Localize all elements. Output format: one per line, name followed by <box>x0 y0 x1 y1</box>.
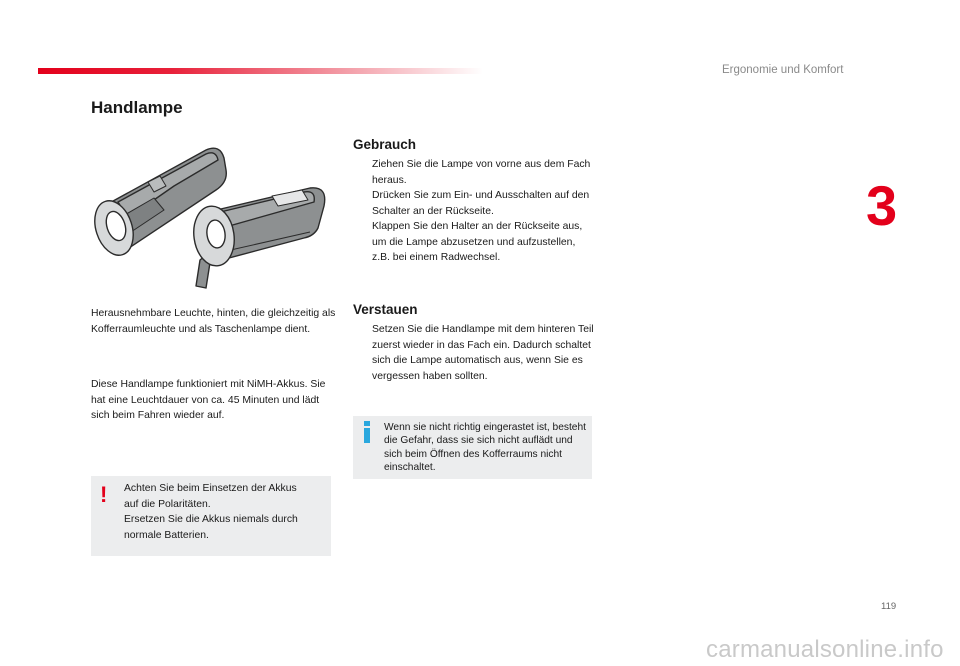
section-name: Ergonomie und Komfort <box>722 64 844 76</box>
warning-box <box>91 476 331 556</box>
info-box <box>353 416 592 479</box>
verstauen-heading: Verstauen <box>353 302 418 317</box>
list-item <box>353 219 595 266</box>
gebrauch-heading: Gebrauch <box>353 137 417 152</box>
intro-paragraph-2: Diese Handlampe funktioniert mit NiMH-Akkus. Sie hat eine Leuchtdauer von ca. 45 Minuten und lädt sich beim Fahren wieder auf. <box>91 379 326 421</box>
warning-line: auf die Polaritäten. <box>124 498 211 510</box>
list-item-text: Ziehen Sie die Lampe von vorne aus dem Fach heraus. <box>372 159 591 186</box>
warning-line: Achten Sie beim Einsetzen der Akkus <box>124 483 297 494</box>
header-accent-bar <box>38 68 483 74</box>
chapter-number: 3 <box>866 174 898 237</box>
info-icon <box>362 421 372 443</box>
warning-icon: ! <box>100 482 108 507</box>
list-item-text: Klappen Sie den Halter an der Rückseite aus, um die Lampe abzusetzen und aufzustellen, z.B. bei einem Radwechsel. <box>372 221 583 263</box>
list-item-text: Drücken Sie zum Ein- und Ausschalten auf den Schalter an der Rückseite. <box>372 190 590 217</box>
intro-paragraph-1: Herausnehmbare Leuchte, hinten, die gleichzeitig als Kofferraumleuchte und als Taschenlampe dient. <box>91 308 336 335</box>
list-item-text: Setzen Sie die Handlampe mit dem hinteren Teil zuerst wieder in das Fach ein. Dadurch schaltet sich die Lampe automatisch aus, wenn Sie es vergessen haben sollten. <box>372 324 594 382</box>
page-title: Handlampe <box>91 98 183 117</box>
page-number: 119 <box>881 601 897 612</box>
list-item <box>353 188 595 219</box>
verstauen-list <box>353 322 595 384</box>
list-item <box>353 322 595 384</box>
hand-lamp-illustration <box>88 136 338 296</box>
lamp-body-right <box>190 188 325 288</box>
watermark: carmanualsonline.info <box>706 636 944 663</box>
gebrauch-list <box>353 157 595 266</box>
warning-line: Ersetzen Sie die Akkus niemals durch <box>124 514 298 525</box>
info-text: Wenn sie nicht richtig eingerastet ist, besteht die Gefahr, dass sie sich nicht auflädt und sich beim Öffnen des Kofferraums nicht einschaltet. <box>384 422 586 474</box>
warning-text <box>124 481 324 543</box>
list-item <box>353 157 595 188</box>
warning-line: normale Batterien. <box>124 529 209 541</box>
